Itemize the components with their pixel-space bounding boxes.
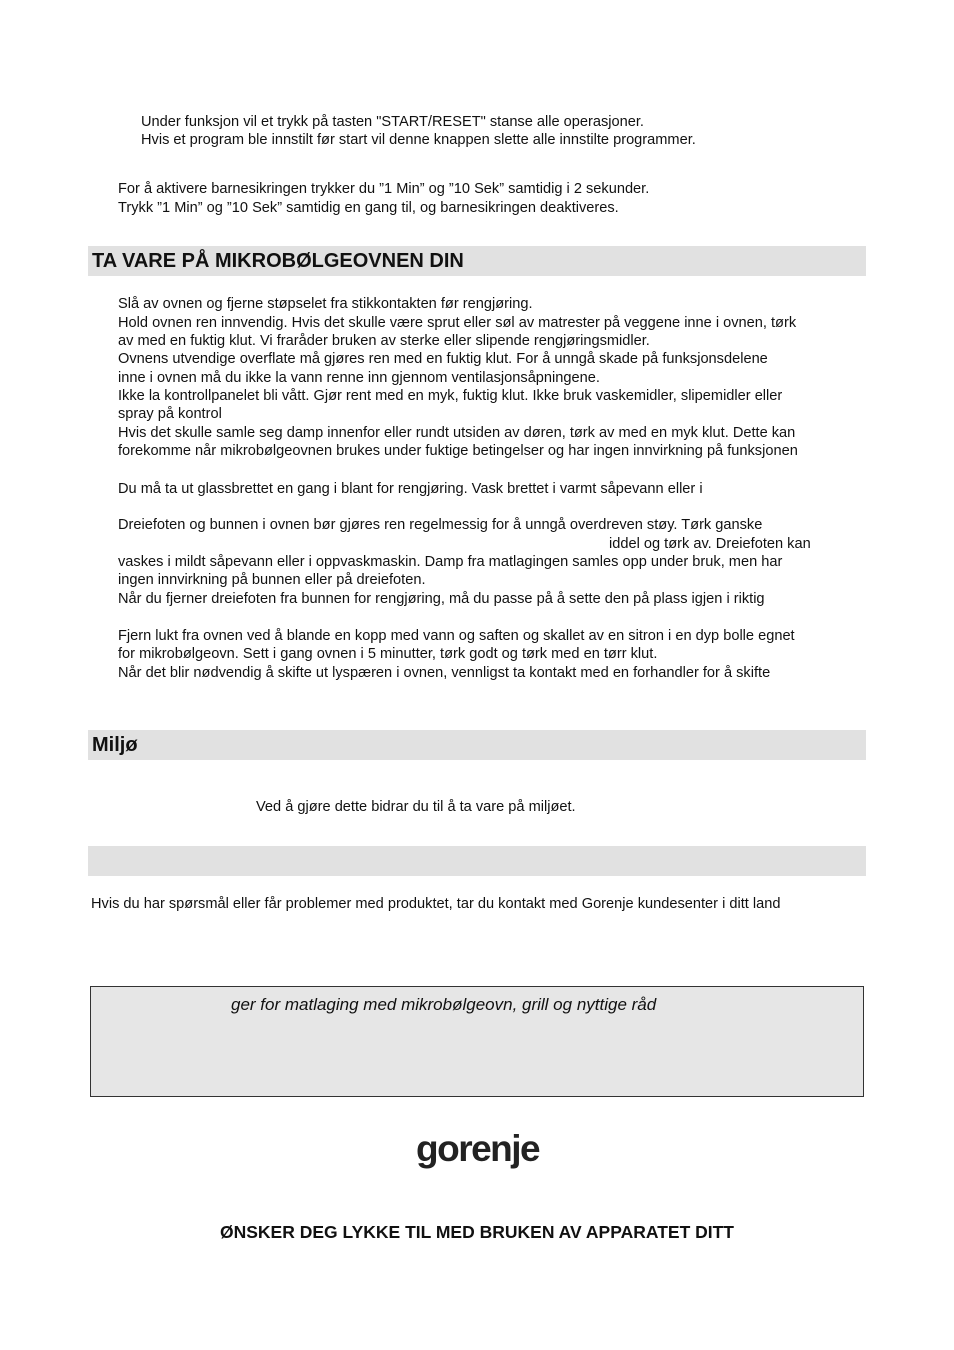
environment-heading: Miljø <box>92 734 138 756</box>
care-line: vaskes i mildt såpevann eller i oppvaskmaskin. Damp fra matlagingen samles opp under bruk, men har <box>118 554 783 570</box>
care-line: Når du fjerner dreiefoten fra bunnen for rengjøring, må du passe på å sette den på plass igjen i riktig <box>118 591 765 607</box>
care-line: spray på kontrol <box>118 406 222 422</box>
child-lock-line-1: For å aktivere barnesikringen trykker du ”1 Min” og ”10 Sek” samtidig i 2 sekunder. <box>118 181 650 197</box>
care-line: Fjern lukt fra ovnen ved å blande en kopp med vann og saften og skallet av en sitron i en dyp bolle egnet <box>118 628 795 644</box>
environment-heading-bar <box>88 730 866 760</box>
service-text: Hvis du har spørsmål eller får problemer med produktet, tar du kontakt med Gorenje kundesenter i ditt land <box>91 896 781 912</box>
child-lock-line-2: Trykk ”1 Min” og ”10 Sek” samtidig en gang til, og barnesikringen deaktiveres. <box>118 200 619 216</box>
care-line: Slå av ovnen og fjerne støpselet fra stikkontakten før rengjøring. <box>118 296 533 312</box>
recipe-box <box>90 986 864 1097</box>
recipe-box-text: ger for matlaging med mikrobølgeovn, grill og nyttige råd <box>231 995 657 1014</box>
care-heading-bar <box>88 246 866 276</box>
care-heading: TA VARE PÅ MIKROBØLGEOVNEN DIN <box>92 250 464 272</box>
care-line: inne i ovnen må du ikke la vann renne inn gjennom ventilasjonsåpningene. <box>118 370 600 386</box>
reset-line-1: Under funksjon vil et trykk på tasten "START/RESET" stanse alle operasjoner. <box>141 114 644 130</box>
care-line: Ikke la kontrollpanelet bli vått. Gjør rent med en myk, fuktig klut. Ikke bruk vaskemidler, slipemidler eller <box>118 388 783 404</box>
environment-text: Ved å gjøre dette bidrar du til å ta vare på miljøet. <box>256 799 576 815</box>
care-line: iddel og tørk av. Dreiefoten kan <box>609 536 811 552</box>
care-line: ingen innvirkning på bunnen eller på dreiefoten. <box>118 572 426 588</box>
care-line: for mikrobølgeovn. Sett i gang ovnen i 5 minutter, tørk godt og tørk med en tørr klut. <box>118 646 658 662</box>
care-line: Du må ta ut glassbrettet en gang i blant for rengjøring. Vask brettet i varmt såpevann eller i <box>118 481 703 497</box>
care-line: Hold ovnen ren innvendig. Hvis det skulle være sprut eller søl av matrester på veggene inne i ovnen, tørk <box>118 315 797 331</box>
care-line: av med en fuktig klut. Vi fraråder bruken av sterke eller slipende rengjøringsmidler. <box>118 333 650 349</box>
reset-line-2: Hvis et program ble innstilt før start vil denne knappen slette alle innstilte programmer. <box>141 132 696 148</box>
gorenje-logo: gorenje <box>416 1128 540 1169</box>
service-heading-bar <box>88 846 866 876</box>
care-line: Ovnens utvendige overflate må gjøres ren med en fuktig klut. For å unngå skade på funksjonsdelene <box>118 351 768 367</box>
care-line: Hvis det skulle samle seg damp innenfor eller rundt utsiden av døren, tørk av med en myk klut. Dette kan <box>118 425 796 441</box>
care-line: Dreiefoten og bunnen i ovnen bør gjøres ren regelmessig for å unngå overdreven støy. Tørk ganske <box>118 517 763 533</box>
care-line: Når det blir nødvendig å skifte ut lyspæren i ovnen, vennligst ta kontakt med en forhandler for å skifte <box>118 665 771 681</box>
closing-message: ØNSKER DEG LYKKE TIL MED BRUKEN AV APPARATET DITT <box>219 1222 734 1242</box>
care-line: forekomme når mikrobølgeovnen brukes under fuktige betingelser og har ingen innvirkning på funksjonen <box>118 443 798 459</box>
